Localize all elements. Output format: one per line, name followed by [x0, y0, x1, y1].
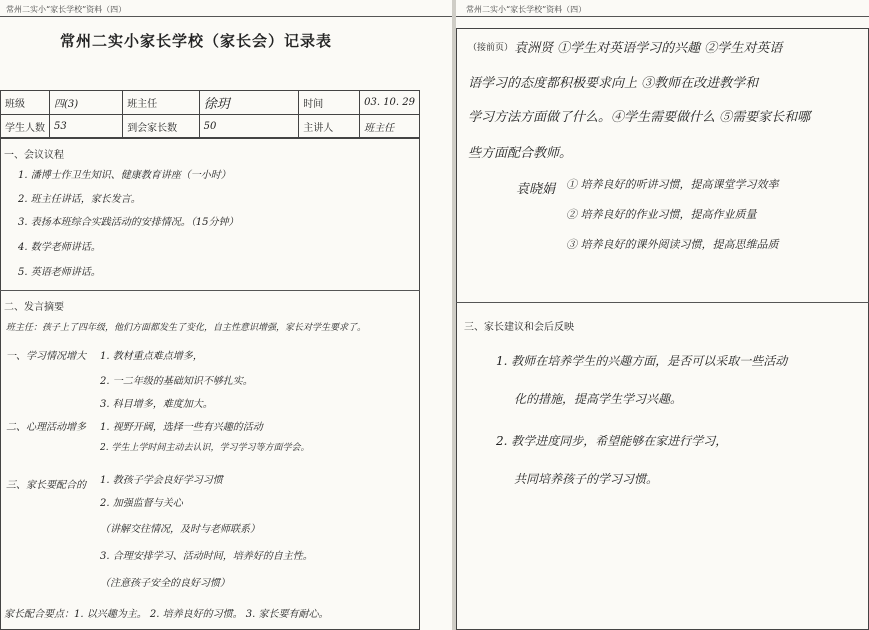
teacher2-item: ① 培养良好的听讲习惯，提高课堂学习效率: [566, 178, 779, 191]
attend-label: 到会家长数: [123, 115, 199, 139]
header-rule: [0, 16, 452, 17]
teacher-value: 徐玥: [199, 91, 299, 115]
parents-value: 53: [50, 115, 123, 139]
right-page: [456, 0, 869, 630]
continued-label: （接前页）: [468, 43, 514, 53]
info-table: [0, 90, 420, 139]
agenda-item: 1. 潘博士作卫生知识、健康教育讲座（一小时）: [18, 170, 231, 181]
summary-line: 二、心理活动增多: [6, 422, 86, 433]
summary-line: 2. 学生上学时间主动去认识，学习学习等方面学会。: [100, 443, 310, 453]
section-divider: [0, 290, 420, 291]
continued-line: 学习方法方面做了什么。④学生需要做什么 ⑤需要家长和哪: [468, 110, 811, 125]
teacher2-item: ③ 培养良好的课外阅读习惯，提高思维品质: [566, 238, 779, 251]
summary-line: 班主任：孩子上了四年级，他们方面都发生了变化，自主性意识增强，家长对学生要求了。: [6, 323, 367, 333]
agenda-title: 一、会议议程: [4, 150, 64, 161]
continued-line: 袁洲贤 ①学生对英语学习的兴趣 ②学生对英语: [514, 41, 783, 56]
speaker-value: 班主任: [360, 115, 420, 139]
feedback-line: 1. 教师在培养学生的兴趣方面，是否可以采取一些活动: [496, 354, 788, 368]
agenda-item: 5. 英语老师讲话。: [18, 267, 101, 278]
summary-line: 1. 教孩子学会良好学习习惯: [100, 475, 223, 486]
summary-line: 1. 教材重点难点增多，: [100, 351, 203, 362]
time-value: 03. 10. 29: [360, 91, 420, 115]
class-label: 班级: [1, 91, 50, 115]
speaker-label: 主讲人: [299, 115, 360, 139]
class-value: 四(3): [50, 91, 123, 115]
summary-title: 二、发言摘要: [4, 302, 64, 313]
parents-label: 学生人数: [1, 115, 50, 139]
summary-line: 3. 合理安排学习、活动时间，培养好的自主性。: [100, 551, 313, 562]
agenda-item: 4. 数学老师讲话。: [18, 242, 101, 253]
summary-line: 1. 视野开阔，选择一些有兴趣的活动: [100, 422, 263, 433]
feedback-title: 三、家长建议和会后反映: [464, 322, 574, 333]
feedback-line: 化的措施，提高学生学习兴趣。: [514, 392, 683, 406]
time-label: 时间: [299, 91, 360, 115]
page-header: 常州二实小“家长学校”资料（四）: [466, 5, 587, 14]
feedback-line: 共同培养孩子的学习习惯。: [514, 472, 659, 486]
summary-line: （讲解交往情况，及时与老师联系）: [100, 524, 260, 535]
header-rule: [456, 16, 869, 17]
summary-line: 家长配合要点：1. 以兴趣为主。 2. 培养良好的习惯。 3. 家长要有耐心。: [4, 609, 329, 620]
summary-line: 一、学习情况增大: [6, 351, 86, 362]
agenda-item: 2. 班主任讲话，家长发言。: [18, 194, 141, 205]
section-divider: [456, 302, 869, 303]
agenda-item: 3. 表扬本班综合实践活动的安排情况。（15分钟）: [18, 217, 239, 228]
attend-value: 50: [199, 115, 299, 139]
page-header: 常州二实小“家长学校”资料（四）: [6, 5, 127, 14]
summary-line: 三、家长要配合的: [6, 480, 86, 491]
summary-line: 3. 科目增多，难度加大。: [100, 399, 213, 410]
continued-line: 语学习的态度都积极要求向上 ③教师在改进教学和: [468, 76, 759, 91]
record-title: 常州二实小家长学校（家长会）记录表: [60, 32, 333, 50]
summary-line: （注意孩子安全的良好习惯）: [100, 578, 230, 589]
teacher2-name: 袁晓娟: [516, 182, 556, 197]
teacher2-item: ② 培养良好的作业习惯，提高作业质量: [566, 208, 757, 221]
feedback-line: 2. 教学进度同步，希望能够在家进行学习，: [496, 434, 728, 448]
teacher-label: 班主任: [123, 91, 199, 115]
continued-line: 些方面配合教师。: [468, 146, 573, 161]
summary-line: 2. 加强监督与关心: [100, 498, 183, 509]
summary-line: 2. 一二年级的基础知识不够扎实。: [100, 376, 253, 387]
